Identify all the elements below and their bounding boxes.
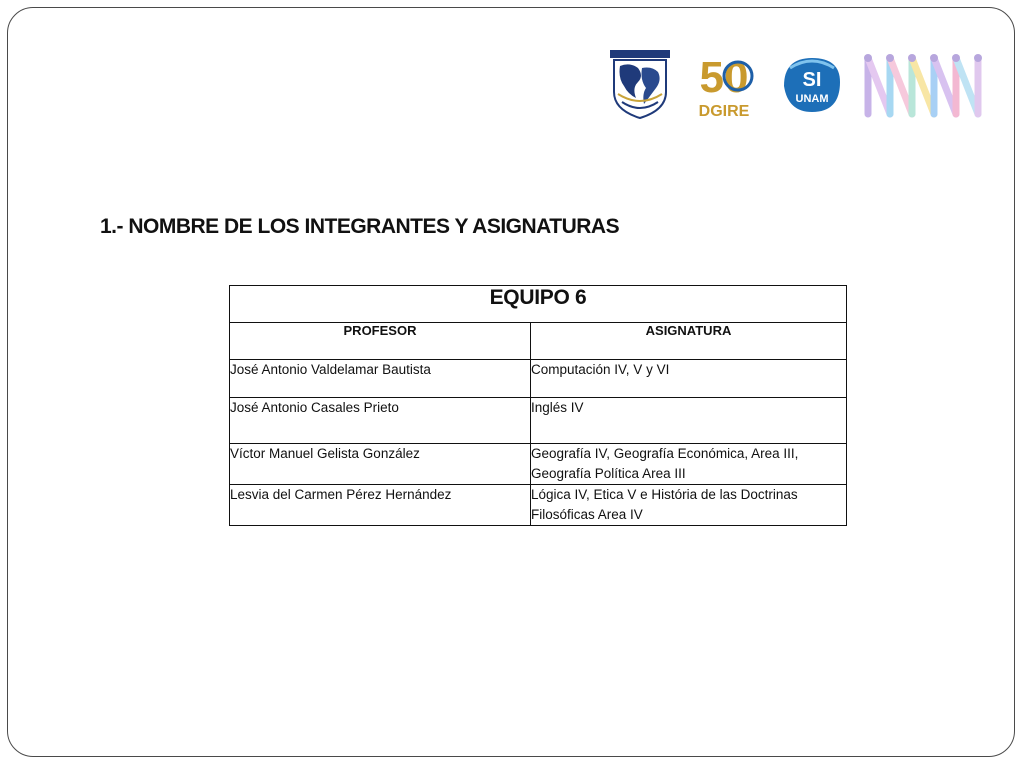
table-row	[230, 398, 847, 444]
si-unam-label: UNAM	[795, 93, 829, 105]
professor-cell: Víctor Manuel Gelista González	[230, 444, 531, 485]
page-heading: 1.- NOMBRE DE LOS INTEGRANTES Y ASIGNATURAS	[100, 215, 620, 238]
si-label: SI	[802, 69, 822, 91]
unam-crest-icon	[608, 48, 672, 120]
subject-cell: Lógica IV, Etica V e História de las Doctrinas Filosóficas Area IV	[531, 485, 847, 526]
subject-cell: Computación IV, V y VI	[531, 360, 847, 398]
subject-cell: Inglés IV	[531, 398, 847, 444]
professor-cell: José Antonio Valdelamar Bautista	[230, 360, 531, 398]
professor-cell: José Antonio Casales Prieto	[230, 398, 531, 444]
header-subject: ASIGNATURA	[531, 323, 847, 360]
header-professor: PROFESOR	[230, 323, 531, 360]
table-row	[230, 360, 847, 398]
colored-stripes-logo-icon	[860, 52, 992, 120]
dgire-number: 50	[699, 53, 749, 102]
dgire-50-logo-icon	[686, 50, 762, 120]
table-row	[230, 485, 847, 526]
dgire-label: DGIRE	[698, 103, 750, 120]
subject-cell: Geografía IV, Geografía Económica, Area III, Geografía Política Area III	[531, 444, 847, 485]
si-unam-logo-icon	[776, 52, 848, 118]
table-title: EQUIPO 6	[230, 286, 847, 323]
professor-cell: Lesvia del Carmen Pérez Hernández	[230, 485, 531, 526]
table-row	[230, 444, 847, 485]
team-table	[229, 285, 847, 526]
